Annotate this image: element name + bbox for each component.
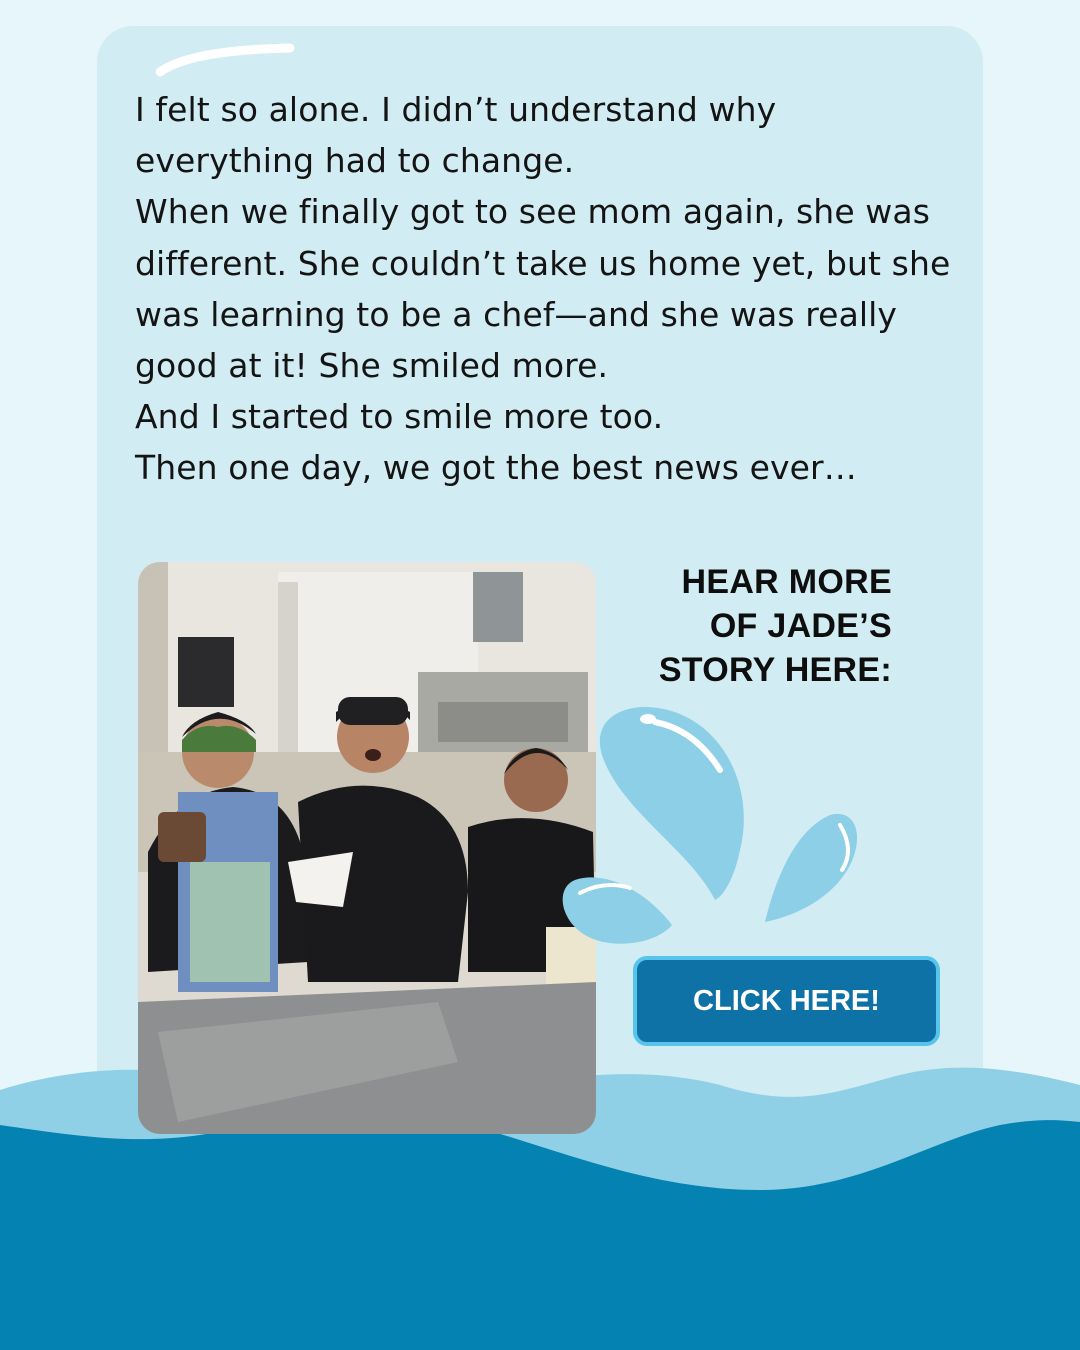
- story-line: When we finally got to see mom again, she was different. She couldn’t take us home yet, but she was learning to be a chef—and she was really good at it! She smiled more.: [135, 192, 951, 386]
- water-splash-icon: [560, 700, 880, 960]
- cta-line: OF JADE’S: [709, 607, 892, 645]
- team-photo: [138, 562, 596, 1134]
- click-here-button[interactable]: CLICK HERE!: [633, 956, 940, 1046]
- curved-line-icon: [150, 30, 310, 80]
- cta-heading: [600, 560, 892, 692]
- story-line: And I started to smile more too.: [135, 397, 664, 437]
- story-line: I felt so alone. I didn’t understand why everything had to change.: [135, 90, 777, 181]
- story-text: [135, 84, 975, 494]
- cta-line: HEAR MORE: [681, 563, 892, 601]
- story-line: Then one day, we got the best news ever…: [135, 448, 857, 488]
- cta-line: STORY HERE:: [658, 651, 892, 689]
